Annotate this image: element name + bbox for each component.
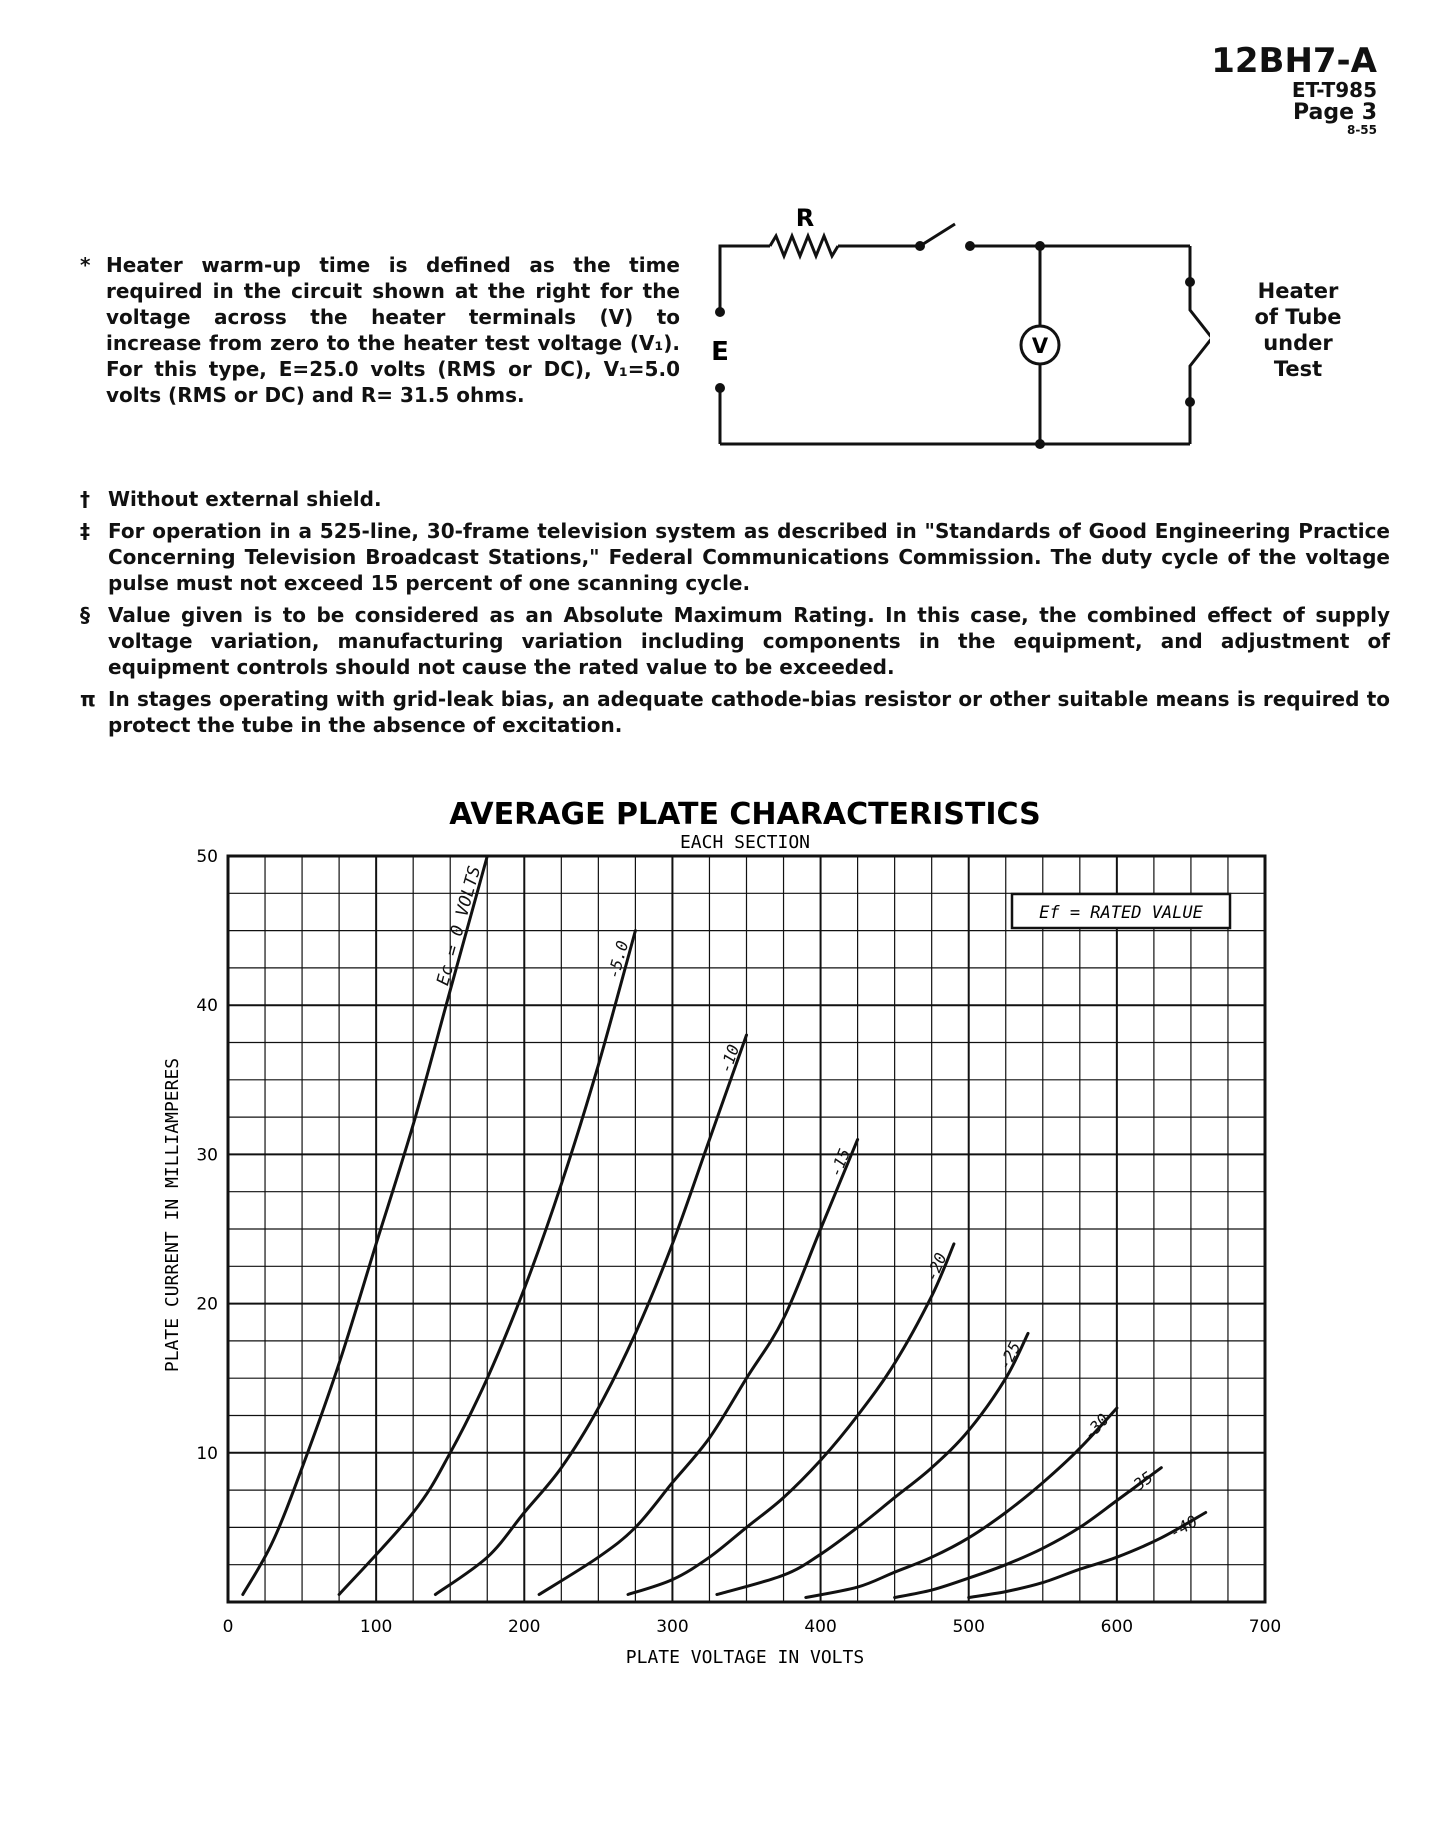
y-tick-label: 10 xyxy=(196,1443,218,1464)
series-label: Ec = 0 VOLTS xyxy=(433,864,486,988)
footnote-symbol: † xyxy=(80,487,90,511)
tube-type: 12BH7-A xyxy=(1211,41,1377,81)
footnote-text: Value given is to be considered as an Absolute Maximum Rating. In this case, the combined effect of supply voltage variation, manufacturing variation including components in the equipment, and adjustment of equipment controls should not cause the rated value to be exceeded. xyxy=(108,603,1390,679)
heater-warmup-note xyxy=(80,252,680,408)
footnote-text: Without external shield. xyxy=(108,487,382,511)
curve-ec-2 xyxy=(435,1035,746,1595)
footnote-text: For operation in a 525-line, 30-frame television system as described in "Standards of Good Engineering Practice Concerning Television Broadcast Stations," Federal Communications Commission. The duty cycle of the voltage pulse must not exceed 15 percent of one scanning cycle. xyxy=(108,519,1390,595)
resistor-symbol xyxy=(770,236,838,256)
heater-label-line: Heater xyxy=(1257,279,1339,303)
x-axis-label: PLATE VOLTAGE IN VOLTS xyxy=(625,1647,865,1668)
curve-ec-4 xyxy=(628,1244,954,1595)
x-tick-label: 600 xyxy=(1100,1617,1134,1637)
footnote-symbol: § xyxy=(80,603,90,627)
footnote-symbol: π xyxy=(80,687,96,711)
x-tick-label: 500 xyxy=(952,1617,985,1637)
chart-series xyxy=(243,856,1206,1598)
plate-characteristics-chart xyxy=(150,790,1290,1690)
heater-label xyxy=(1238,278,1358,382)
chart-grid xyxy=(228,856,1265,1602)
curve-ec-6 xyxy=(806,1408,1117,1598)
footnote xyxy=(80,486,1390,512)
junction-dot xyxy=(1035,241,1045,251)
y-tick-label: 50 xyxy=(196,847,218,867)
chart-subtitle: EACH SECTION xyxy=(679,832,811,853)
footnotes xyxy=(80,486,1390,744)
footnote-symbol: ‡ xyxy=(80,519,90,543)
meter-label: V xyxy=(1031,334,1049,358)
series-label: -40 xyxy=(1166,1511,1201,1543)
junction-dot xyxy=(1035,439,1045,449)
curve-ec-3 xyxy=(539,1140,858,1595)
y-tick-label: 20 xyxy=(196,1294,218,1315)
doc-date: 8-55 xyxy=(1346,122,1377,137)
x-tick-label: 0 xyxy=(222,1617,234,1637)
y-tick-label: 30 xyxy=(196,1145,218,1166)
x-tick-label: 200 xyxy=(508,1617,541,1637)
x-tick-label: 300 xyxy=(656,1617,689,1637)
switch-symbol xyxy=(920,224,955,246)
series-label: -5.0 xyxy=(603,938,633,981)
series-label: -30 xyxy=(1079,1409,1113,1444)
series-label: -25 xyxy=(994,1338,1025,1374)
source-label: E xyxy=(711,337,729,367)
switch-terminal xyxy=(965,241,975,251)
heater-test-circuit xyxy=(690,200,1210,450)
page-number: Page 3 xyxy=(1292,99,1377,125)
source-terminal xyxy=(715,383,725,393)
source-terminal xyxy=(715,307,725,317)
rated-value-annotation: Ef = RATED VALUE xyxy=(1039,903,1203,923)
x-tick-label: 100 xyxy=(359,1617,393,1637)
page-header xyxy=(1211,41,1377,137)
footnote xyxy=(80,602,1390,680)
curve-ec-5 xyxy=(717,1333,1028,1594)
chart-title: AVERAGE PLATE CHARACTERISTICS xyxy=(449,797,1041,832)
y-tick-label: 40 xyxy=(196,996,218,1017)
heater-label-line: Test xyxy=(1273,357,1323,381)
heater-terminal xyxy=(1185,397,1195,407)
series-label: -20 xyxy=(921,1250,951,1285)
y-axis-label: PLATE CURRENT IN MILLIAMPERES xyxy=(162,1057,183,1373)
heater-label-line: of Tube xyxy=(1254,305,1342,329)
footnote-text: In stages operating with grid-leak bias, an adequate cathode-bias resistor or other suitable means is required to protect the tube in the absence of excitation. xyxy=(108,687,1390,737)
heater-symbol xyxy=(1190,282,1210,402)
resistor-label: R xyxy=(795,204,815,232)
doc-number: ET-T985 xyxy=(1291,77,1377,102)
heater-terminal xyxy=(1185,277,1195,287)
curve-ec-7 xyxy=(895,1468,1162,1598)
series-label: -35 xyxy=(1122,1467,1157,1501)
heater-label-line: under xyxy=(1263,331,1333,355)
note-text: Heater warm-up time is defined as the time required in the circuit shown at the right for the voltage across the heater terminals (V) to increase from zero to the heater test voltage (V₁). For this type, E=25.0 volts (RMS or DC), V₁=5.0 volts (RMS or DC) and R= 31.5 ohms. xyxy=(106,253,680,407)
footnote xyxy=(80,686,1390,738)
chart-axes xyxy=(196,847,1281,1637)
circuit-wire xyxy=(720,246,770,312)
footnote xyxy=(80,518,1390,596)
series-label: -10 xyxy=(715,1041,744,1076)
x-tick-label: 400 xyxy=(804,1617,837,1637)
switch-terminal xyxy=(915,241,925,251)
note-symbol: * xyxy=(80,253,91,277)
series-label: -15 xyxy=(825,1145,855,1180)
x-tick-label: 700 xyxy=(1248,1617,1282,1637)
